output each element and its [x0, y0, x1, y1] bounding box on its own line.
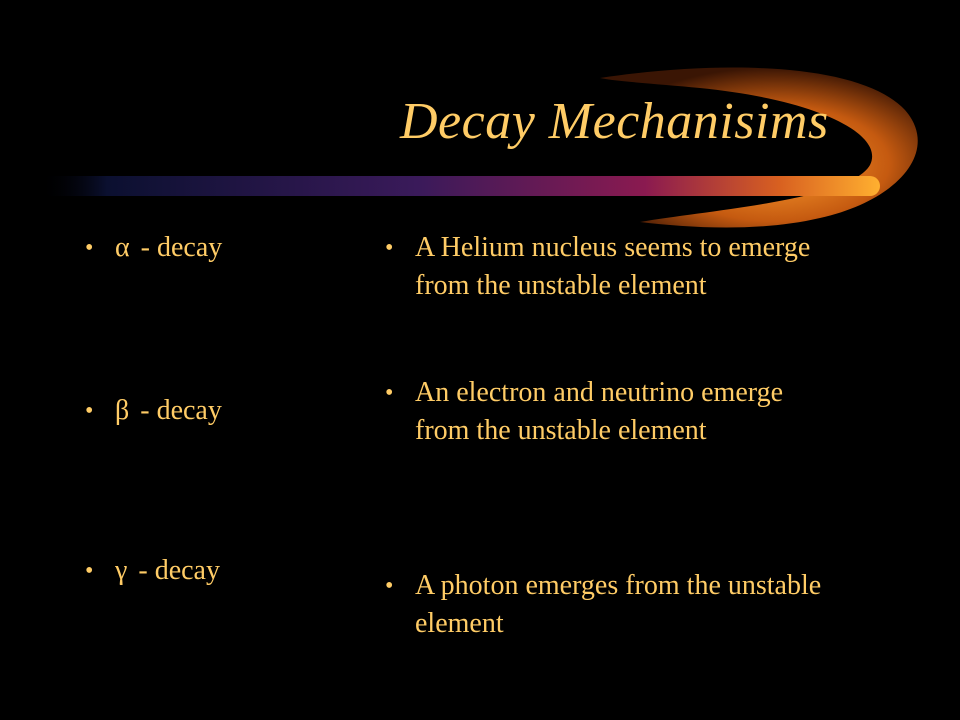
bullet-dot: • [385, 235, 394, 261]
bullet-dot: • [385, 380, 394, 406]
alpha-symbol: α [115, 232, 130, 263]
alpha-decay-label: - decay [133, 232, 223, 263]
list-item-beta-description [385, 374, 840, 450]
gradient-bar [40, 176, 880, 196]
bullet-dot: • [385, 573, 394, 599]
bullet-dot: • [85, 558, 94, 584]
list-item-gamma-description [385, 567, 840, 643]
beta-description: An electron and neutrino emerge from the unstable element [415, 377, 784, 446]
bullet-dot: • [85, 235, 94, 261]
slide-title: Decay Mechanisims [400, 93, 829, 150]
alpha-description: A Helium nucleus seems to emerge from the unstable element [415, 232, 811, 301]
gamma-description: A photon emerges from the unstable element [415, 570, 822, 639]
beta-decay-label: - decay [133, 395, 222, 426]
list-item-beta-decay [85, 392, 222, 430]
left-bullet-list [85, 229, 345, 629]
gamma-decay-label: - decay [131, 555, 220, 586]
list-item-gamma-decay [85, 552, 220, 590]
gamma-symbol: γ [115, 555, 128, 586]
right-bullet-list [385, 229, 855, 659]
beta-symbol: β [115, 395, 130, 426]
list-item-alpha-description [385, 229, 840, 305]
bullet-dot: • [85, 398, 94, 424]
list-item-alpha-decay [85, 229, 222, 267]
